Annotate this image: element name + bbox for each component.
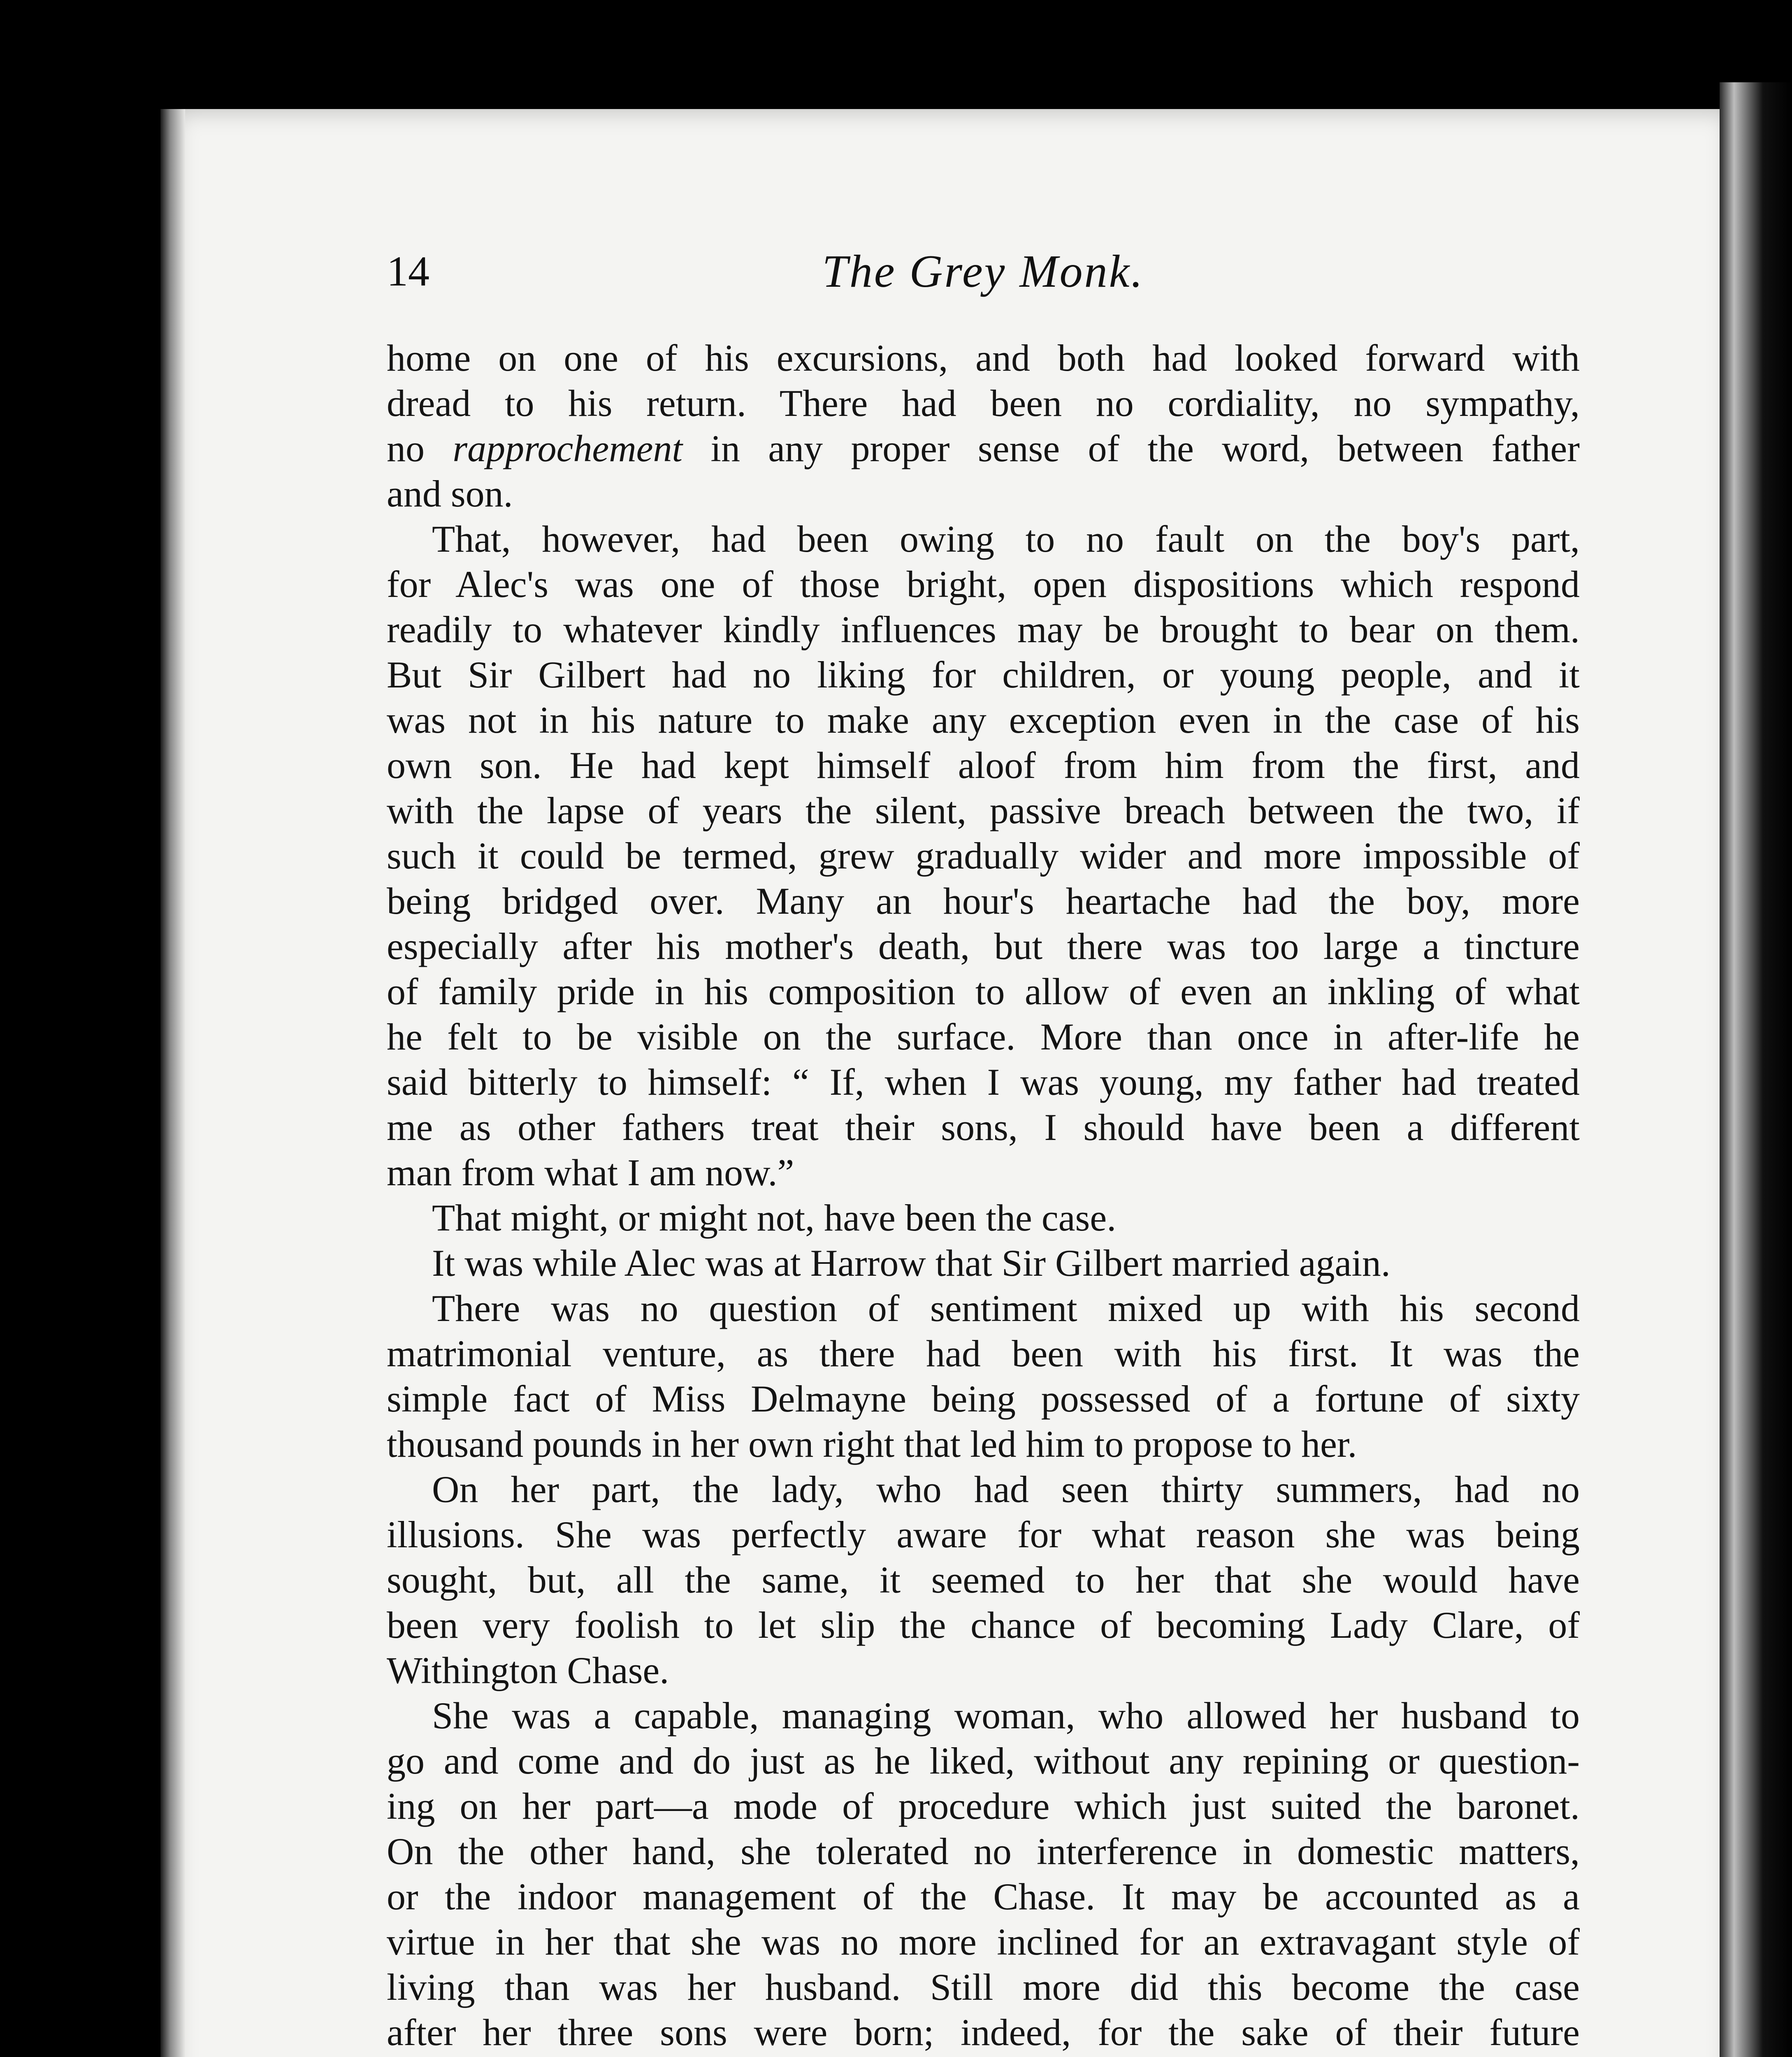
text-line: [387, 2055, 1580, 2057]
text-line: Withington Chase.: [387, 1649, 669, 1691]
text-line: said bitterly to himself: “ If, when I was young, my father had treated: [387, 1061, 1580, 1103]
text-line: dread to his return. There had been no cordiality, no sympathy,: [387, 382, 1580, 424]
text-line: living than was her husband. Still more did this become the case: [387, 1966, 1580, 2008]
text-line: no rapprochement in any proper sense of the word, between father: [387, 427, 1580, 469]
text-line: being bridged over. Many an hour's heartache had the boy, more: [387, 880, 1580, 922]
text-line: There was no question of sentiment mixed up with his second: [432, 1287, 1580, 1329]
text-line: was not in his nature to make any exception even in the case of his: [387, 699, 1580, 741]
text-line: home on one of his excursions, and both had looked forward with: [387, 337, 1580, 379]
italic-term: rapprochement: [453, 427, 683, 469]
body-text: [387, 335, 1580, 2057]
text-line: That might, or might not, have been the case.: [432, 1197, 1117, 1239]
text-line: It was while Alec was at Harrow that Sir Gilbert married again.: [432, 1242, 1390, 1284]
text-line: with the lapse of years the silent, passive breach between the two, if: [387, 789, 1580, 831]
text-line: and son.: [387, 473, 513, 515]
page-edge: [1720, 82, 1792, 2057]
text-line: That, however, had been owing to no fault on the boy's part,: [432, 518, 1580, 560]
text-line: matrimonial venture, as there had been with his first. It was the: [387, 1333, 1580, 1374]
text-line: man from what I am now.”: [387, 1152, 794, 1193]
text-line: for Alec's was one of those bright, open dispositions which respond: [387, 563, 1580, 605]
text-line: virtue in her that she was no more inclined for an extravagant style of: [387, 1921, 1580, 1963]
text-line: such it could be termed, grew gradually wider and more impossible of: [387, 835, 1580, 877]
running-head: [387, 243, 1580, 300]
text-line: he felt to be visible on the surface. More than once in after-life he: [387, 1016, 1580, 1058]
running-title: The Grey Monk.: [822, 246, 1144, 297]
text-line: But Sir Gilbert had no liking for children, or young people, and it: [387, 654, 1580, 696]
text-line: She was a capable, managing woman, who allowed her husband to: [432, 1695, 1580, 1737]
page-gutter: [160, 109, 185, 2057]
text-line: own son. He had kept himself aloof from him from the first, and: [387, 744, 1580, 786]
text-line: On her part, the lady, who had seen thirty summers, had no: [432, 1468, 1580, 1510]
text-line: or the indoor management of the Chase. It may be accounted as a: [387, 1876, 1580, 1918]
text-line: thousand pounds in her own right that led him to propose to her.: [387, 1423, 1357, 1465]
text-line: especially after his mother's death, but there was too large a tincture: [387, 925, 1580, 967]
text-line: after her three sons were born; indeed, for the sake of their future: [387, 2011, 1580, 2053]
text-line: of family pride in his composition to allow of even an inkling of what: [387, 970, 1580, 1012]
text-line: ing on her part—a mode of procedure which just suited the baronet.: [387, 1785, 1580, 1827]
text-line: readily to whatever kindly influences may be brought to bear on them.: [387, 608, 1580, 650]
page-number: 14: [387, 248, 429, 295]
text-line: go and come and do just as he liked, without any repining or question-: [387, 1740, 1580, 1782]
text-line: sought, but, all the same, it seemed to her that she would have: [387, 1559, 1580, 1601]
text-line: illusions. She was perfectly aware for what reason she was being: [387, 1514, 1580, 1556]
text-line: me as other fathers treat their sons, I should have been a different: [387, 1106, 1580, 1148]
text-line: simple fact of Miss Delmayne being possessed of a fortune of sixty: [387, 1378, 1580, 1420]
text-line: been very foolish to let slip the chance of becoming Lady Clare, of: [387, 1604, 1580, 1646]
text-line: On the other hand, she tolerated no interference in domestic matters,: [387, 1830, 1580, 1872]
